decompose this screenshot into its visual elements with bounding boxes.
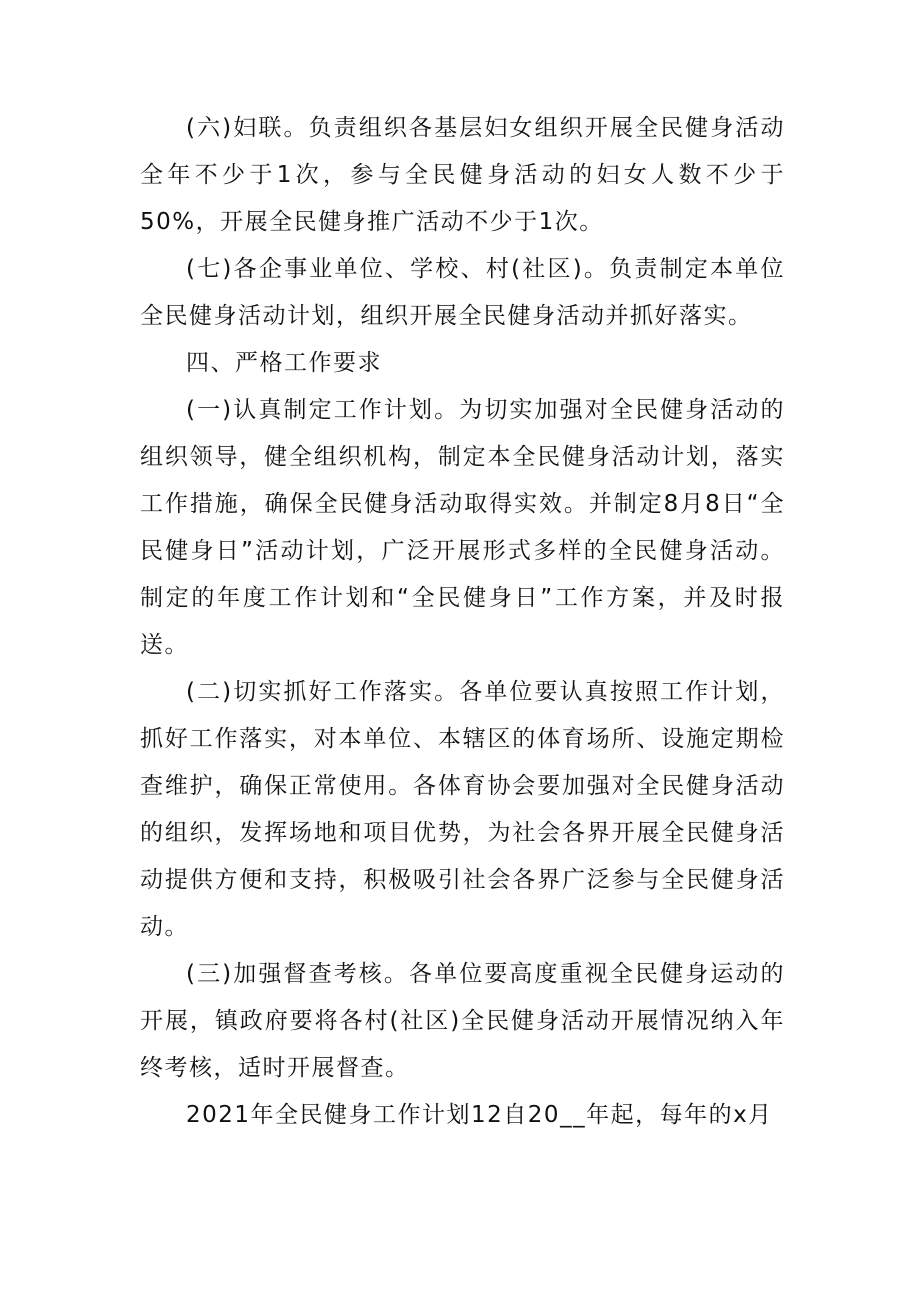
paragraph-women-federation: (六)妇联。负责组织各基层妇女组织开展全民健身活动全年不少于1次，参与全民健身活动的妇女人数不少于50%，开展全民健身推广活动不少于1次。 (140, 115, 785, 235)
paragraph-implementation: (二)切实抓好工作落实。各单位要认真按照工作计划，抓好工作落实，对本单位、本辖区的体育场所、设施定期检查维护，确保正常使用。各体育协会要加强对全民健身活动的组织，发挥场地和项目优势，为社会各界开展全民健身活动提供方便和支持，积极吸引社会各界广泛参与全民健身活动。 (140, 679, 785, 940)
paragraph-supervision: (三)加强督查考核。各单位要高度重视全民健身运动的开展，镇政府要将各村(社区)全民健身活动开展情况纳入年终考核，适时开展督查。 (140, 961, 785, 1081)
document-body (140, 105, 785, 1139)
section-heading-work-requirements: 四、严格工作要求 (186, 350, 382, 376)
paragraph-next-section-start: 2021年全民健身工作计划12自20__年起，每年的x月 (186, 1102, 773, 1128)
paragraph-work-plan: (一)认真制定工作计划。为切实加强对全民健身活动的组织领导，健全组织机构，制定本全民健身活动计划，落实工作措施，确保全民健身活动取得实效。并制定8月8日“全民健身日”活动计划，广泛开展形式多样的全民健身活动。制定的年度工作计划和“全民健身日”工作方案，并及时报送。 (140, 397, 785, 658)
paragraph-enterprises-schools: (七)各企事业单位、学校、村(社区)。负责制定本单位全民健身活动计划，组织开展全民健身活动并抓好落实。 (140, 256, 785, 329)
